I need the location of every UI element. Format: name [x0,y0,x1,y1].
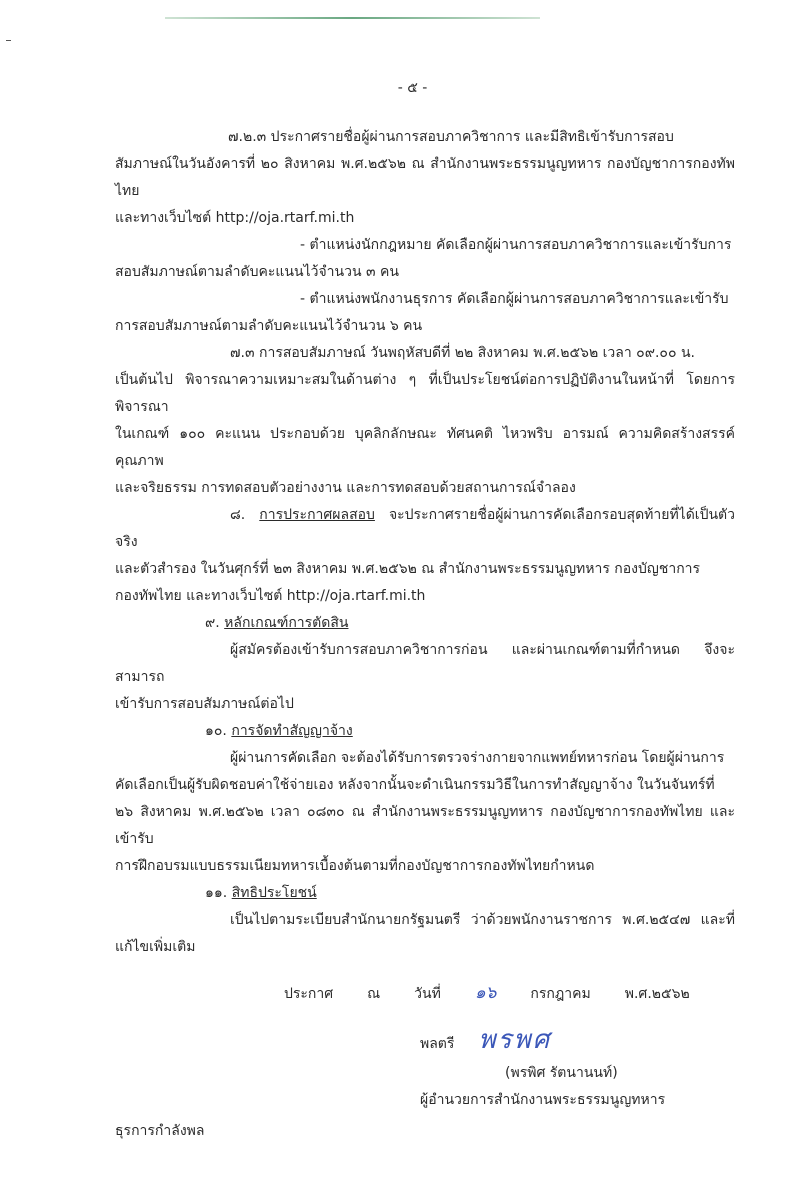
section-8-number: ๘. [230,507,246,523]
section-9-number: ๙. [205,615,220,631]
section-10-heading: การจัดทำสัญญาจ้าง [231,723,353,739]
section-11-line: เป็นไปตามระเบียบสำนักนายกรัฐมนตรี ว่าด้วยพนักงานราชการ พ.ศ.๒๕๔๗ และที่แก้ไขเพิ่มเติม [115,912,735,955]
document-body [115,124,735,1185]
section-8-line: กองทัพไทย และทางเว็บไซต์ http://oja.rtarf.mi.th [115,588,426,604]
section-8-line: และตัวสำรอง ในวันศุกร์ที่ ๒๓ สิงหาคม พ.ศ.๒๕๖๒ ณ สำนักงานพระธรรมนูญทหาร กองบัญชาการ [115,561,701,577]
announce-label: ประกาศ [284,986,334,1002]
section-8-heading-line [115,502,735,556]
section-10-heading-line [115,718,735,745]
section-10-number: ๑๐. [205,723,227,739]
section-10-line: คัดเลือกเป็นผู้รับผิดชอบค่าใช้จ่ายเอง หลังจากนั้นจะดำเนินกรรมวิธีในการทำสัญญาจ้าง ในวันจันทร์ที่ [115,777,715,793]
announce-month: กรกฎาคม [530,986,591,1002]
scan-top-line [165,17,540,19]
announce-day-label: วันที่ [414,986,441,1002]
footer-note: ธุรการกำลังพล [115,1123,205,1139]
section-9-heading: หลักเกณฑ์การตัดสิน [224,615,349,631]
page-number: - ๕ - [397,80,428,96]
section-10-line: ๒๖ สิงหาคม พ.ศ.๒๕๖๒ เวลา ๐๘๓๐ ณ สำนักงานพระธรรมนูญทหาร กองบัญชาการกองทัพไทย และเข้ารับ [115,804,735,847]
lawyer-position-line: สอบสัมภาษณ์ตามลำดับคะแนนไว้จำนวน ๓ คน [115,264,399,280]
signatory-rank: พลตรี [420,1036,455,1052]
section-7-2-3-line: สัมภาษณ์ในวันอังคารที่ ๒๐ สิงหาคม พ.ศ.๒๕๖๒ ณ สำนักงานพระธรรมนูญทหาร กองบัญชาการกองทัพไทย [115,156,735,199]
announce-date-row [115,980,735,1008]
section-7-3-line: เป็นต้นไป พิจารณาความเหมาะสมในด้านต่าง ๆ ที่เป็นประโยชน์ต่อการปฏิบัติงานในหน้าที่ โดยการพิจารณา [115,372,735,415]
signatory-position: ผู้อำนวยการสำนักงานพระธรรมนูญทหาร [420,1092,666,1108]
clerk-position-line: - ตำแหน่งพนักงานธุรการ คัดเลือกผู้ผ่านการสอบภาควิชาการและเข้ารับ [300,291,729,307]
announce-day-handwritten: ๑๖ [474,983,497,1003]
section-8-text: จะประกาศรายชื่อผู้ผ่านการคัดเลือกรอบสุดท้ายที่ได้เป็นตัวจริง [115,507,736,550]
section-7-3-line: ๗.๓ การสอบสัมภาษณ์ วันพฤหัสบดีที่ ๒๒ สิงหาคม พ.ศ.๒๕๖๒ เวลา ๐๙.๐๐ น. [230,345,695,361]
section-9-line: ผู้สมัครต้องเข้ารับการสอบภาควิชาการก่อน และผ่านเกณฑ์ตามที่กำหนด จึงจะสามารถ [115,642,735,685]
signatory-name: (พรพิศ รัตนานนท์) [505,1065,618,1081]
clerk-position-line: การสอบสัมภาษณ์ตามลำดับคะแนนไว้จำนวน ๖ คน [115,318,423,334]
section-8-heading: การประกาศผลสอบ [259,507,375,523]
section-7-3-line: และจริยธรรม การทดสอบตัวอย่างงาน และการทดสอบด้วยสถานการณ์จำลอง [115,480,576,496]
section-9-line: เข้ารับการสอบสัมภาษณ์ต่อไป [115,696,294,712]
section-7-2-3-line: และทางเว็บไซต์ http://oja.rtarf.mi.th [115,210,355,226]
section-11-heading: สิทธิประโยชน์ [231,885,317,901]
section-10-line: การฝึกอบรมแบบธรรมเนียมทหารเบื้องต้นตามที่กองบัญชาการกองทัพไทยกำหนด [115,858,595,874]
section-7-2-3-line: ๗.๒.๓ ประกาศรายชื่อผู้ผ่านการสอบภาควิชาการ และมีสิทธิเข้ารับการสอบ [228,129,674,145]
scan-mark [6,40,11,41]
announce-year: พ.ศ.๒๕๖๒ [624,986,690,1002]
lawyer-position-line: - ตำแหน่งนักกฎหมาย คัดเลือกผู้ผ่านการสอบภาควิชาการและเข้ารับการ [300,237,732,253]
section-10-line: ผู้ผ่านการคัดเลือก จะต้องได้รับการตรวจร่างกายจากแพทย์ทหารก่อน โดยผู้ผ่านการ [230,750,725,766]
signature-row [115,1022,735,1058]
handwritten-signature: พรพศ [478,1025,552,1055]
section-9-heading-line [115,610,735,637]
section-7-3-line: ในเกณฑ์ ๑๐๐ คะแนน ประกอบด้วย บุคลิกลักษณะ ทัศนคติ ไหวพริบ อารมณ์ ความคิดสร้างสรรค์ คุณภาพ [115,426,735,469]
announce-at: ณ [367,986,381,1002]
section-11-number: ๑๑. [205,885,228,901]
section-11-heading-line [115,880,735,907]
